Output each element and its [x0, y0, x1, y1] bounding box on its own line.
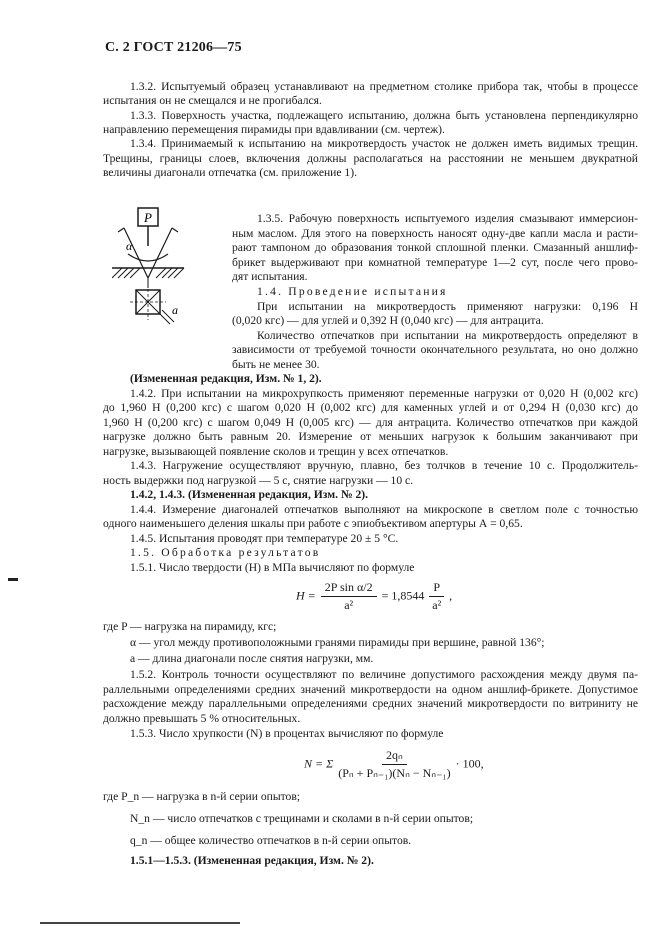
text-line: испытания он не смещался и не прогибался. [103, 94, 322, 107]
page-header: С. 2 ГОСТ 21206—75 [105, 40, 242, 55]
text-line: 1.3.2. Испытуемый образец устанавливают на предметном столике прибора так, чтобы в процессе [130, 80, 638, 93]
text-line: 1.4.3. Нагружение осуществляют вручную, плавно, без толчков в течение 10 с. Продолжитель- [130, 459, 638, 472]
text-line: N_n — число отпечатков с трещинами и сколами в n-й серии опытов; [130, 812, 474, 825]
text-line: брикет выдерживают при комнатной температуре 1—2 сут, после чего прово- [232, 256, 638, 269]
text-line: одного наименьшего деления шкалы при работе с эпиобъективом апертуры А = 0,65. [103, 517, 523, 530]
pyramid-indenter-figure [112, 206, 227, 346]
text-line: При испытании на микротвердость применяют нагрузки: 0,196 Н [257, 300, 638, 313]
brittleness-formula: N = Σ $\frac{\text{2qₙ}}{\text{(Pₙ + Pₙ₋₁)(Nₙ − Nₙ₋₁)}}$ · 100, [304, 748, 484, 780]
text-line: расхождение между параллельными определениями средних значений микротвердости по витриниту не [103, 697, 638, 710]
text-line: должно превышать 5 % относительных. [103, 712, 301, 725]
text-line: нагрузке, вызывающей появление сколов и трещин у всех отпечатков. [103, 445, 449, 458]
text-line: 1.4.5. Испытания проводят при температуре 20 ± 5 °С. [130, 532, 399, 545]
amendment-note: (Измененная редакция, Изм. № 1, 2). [130, 372, 322, 385]
text-line: быть не менее 30. [232, 358, 320, 371]
text-line: где P — нагрузка на пирамиду, кгс; [103, 620, 277, 633]
amendment-note: 1.5.1—1.5.3. (Измененная редакция, Изм. № 2). [130, 854, 374, 867]
text-line: до 1,960 Н (0,200 кгс) с шагом 0,020 Н (0,002 кгс) для каменных углей и от 0,294 Н (0,030 кгс) до [103, 401, 638, 414]
diag-label: a [172, 303, 178, 317]
text-line: рают тампоном до образования тонкой сплошной пленки. Смазанный аншлиф- [232, 241, 638, 254]
text-line: где P_n — нагрузка в n-й серии опытов; [103, 790, 301, 803]
text-line: 1.4.2. При испытании на микрохрупкость применяют переменные нагрузки от 0,020 Н (0,002 кгс) [130, 387, 638, 400]
text-line: 1.3.3. Поверхность участка, подлежащего испытанию, должна быть установлена перпендикулярно [130, 109, 638, 122]
margin-mark [8, 578, 18, 581]
text-line: (0,020 кгс) — для углей и 0,392 Н (0,040 кгс) — для антрацита. [232, 314, 544, 327]
footer-rule [40, 922, 240, 924]
text-line: раллельными определениями средних значений микротвердости на одном аншлиф-брикете. Допустимое [103, 683, 638, 696]
text-line: 1.3.5. Рабочую поверхность испытуемого изделия смазывают иммерсион- [257, 212, 638, 225]
load-label: P [144, 210, 152, 225]
hardness-formula: H = $\frac{\text{2P sin α/2}}{\text{a²}}$ = 1,8544 $\frac{P}{\text{a²}}$ , [296, 580, 453, 612]
angle-label: α [126, 239, 133, 253]
section-heading: 1.4. Проведение испытания [257, 285, 448, 298]
text-line: ным маслом. Для этого на поверхность наносят одну-две капли масла и расти- [232, 227, 638, 240]
text-line: 1.5.1. Число твердости (H) в МПа вычисляют по формуле [130, 561, 415, 574]
text-line: 1.4.4. Измерение диагоналей отпечатков выполняют на микроскопе в светлом поле с точностью [130, 503, 638, 516]
amendment-note: 1.4.2, 1.4.3. (Измененная редакция, Изм. № 2). [130, 488, 369, 501]
text-line: ность выдержки под нагрузкой — 5 с, снятие нагрузки — 10 с. [103, 474, 414, 487]
text-line: направлению перемещения пирамиды при вдавливании (см. чертеж). [103, 123, 445, 136]
text-line: 1.5.3. Число хрупкости (N) в процентах вычисляют по формуле [130, 727, 444, 740]
text-line: Трещины, границы слоев, включения должны располагаться на расстоянии не меньшем двукратной [103, 152, 638, 165]
text-line: 1.3.4. Принимаемый к испытанию на микротвердость участок не должен иметь видимых трещин. [130, 137, 638, 150]
text-line: Количество отпечатков при испытании на микротвердость определяют в [257, 329, 638, 342]
section-heading: 1.5. Обработка результатов [130, 546, 321, 559]
text-line: зависимости от требуемой точности окончательного результата, но оно должно [232, 343, 638, 356]
text-line: нагрузке должно быть равным 20. Измерение от меньших нагрузок к большим заканчивают при [103, 430, 638, 443]
text-line: 1,960 Н (0,200 кгс) с шагом 0,049 Н (0,005 кгс) — для антрацита. Количество отпечатков при каждой [103, 416, 638, 429]
text-line: 1.5.2. Контроль точности осуществляют по величине допустимого расхождения между двумя па- [130, 668, 638, 681]
text-line: дят испытания. [232, 270, 308, 283]
text-line: α — угол между противоположными гранями пирамиды при вершине, равной 136°; [130, 636, 545, 649]
text-line: q_n — общее количество отпечатков в n-й серии опытов. [130, 834, 412, 847]
text-line: a — длина диагонали после снятия нагрузки, мм. [130, 652, 374, 665]
text-line: величины диагонали отпечатка (см. приложение 1). [103, 166, 357, 179]
